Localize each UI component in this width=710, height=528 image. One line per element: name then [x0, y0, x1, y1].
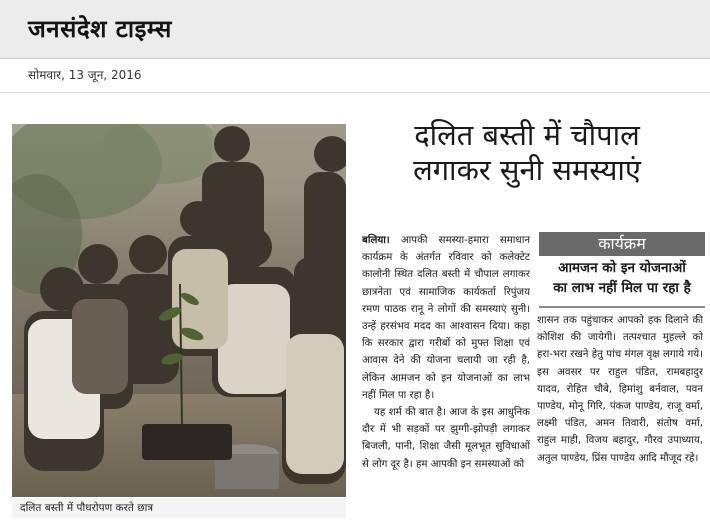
newspaper-name: जनसंदेश टाइम्स: [28, 15, 172, 43]
article-column-2: [537, 312, 703, 522]
article-paragraph: शासन तक पहुंचाकर आपको हक दिलाने की कोशिश की जायेगी। तत्पश्चात मुहल्ले को हरा-भरा रखने हेतु पांच मंगल वृक्ष लगाये गये। इस अवसर पर राहुल पंडित, रामबहादुर यादव, रोहित चौबे, हिमांशु बर्नवाल, पवन पाण्डेय, मोनू गिरि, पंकज पाण्डेय, राजू वर्मा, लक्ष्मी पंडित, अमन तिवारी, संतोष वर्मा, राहुल माही, विजय बहादुर, गौरव उपाध्याय, अतुल पाण्डेय, प्रिंस पाण्डेय आदि मौजूद रहे।: [537, 315, 703, 464]
subheadline-line-2: का लाभ नहीं मिल पा रहा है: [553, 280, 691, 296]
headline-line-2: लगाकर सुनी समस्याएं: [413, 153, 641, 188]
section-label: कार्यक्रम: [539, 232, 705, 256]
photo-caption: दलित बस्ती में पौधरोपण करते छात्र: [12, 498, 346, 518]
subheadline: [539, 258, 705, 298]
dateline-place: बलिया।: [362, 235, 390, 246]
headline: [352, 118, 702, 189]
divider: [539, 306, 705, 308]
divider: [0, 92, 710, 93]
article-column-1: [362, 232, 530, 522]
headline-line-1: दलित बस्ती में चौपाल: [414, 118, 640, 152]
subheadline-line-1: आमजन को इन योजनाओं: [558, 260, 686, 276]
masthead: [0, 0, 710, 59]
news-photo: [12, 124, 346, 497]
article-text: आपकी समस्या-हमारा समाधान कार्यक्रम के अंतर्गत रविवार को कलेक्टेट कालोनी स्थित दलित बस्ती में चौपाल लगाकर छात्रनेता एवं सामाजिक कार्यकर्ता रिपुंजय रमण पाठक रानू ने लोगों की समस्याएं सुनी। उन्हें हरसंभव मदद का आश्वासन दिया। कहा कि सरकार द्वारा गरीबों को मुफ्त शिक्षा एवं आवास देने की योजना चलायी जा रही है, लेकिन आमजन को इन योजनाओं का लाभ नहीं मिल पा रहा है।: [362, 235, 530, 401]
dateline: सोमवार, 13 जून, 2016: [28, 68, 142, 82]
article-paragraph: यह शर्म की बात है। आज के इस आधुनिक दौर में भी सड़कों पर झुग्गी-झोपड़ी लगाकर बिजली, पानी, शिक्षा जैसी मूलभूत सुविधाओं से लोग दूर है। हम आपकी इन समस्याओं को: [362, 407, 530, 470]
photo-illustration: [12, 124, 346, 497]
article-paragraph: [362, 232, 530, 404]
